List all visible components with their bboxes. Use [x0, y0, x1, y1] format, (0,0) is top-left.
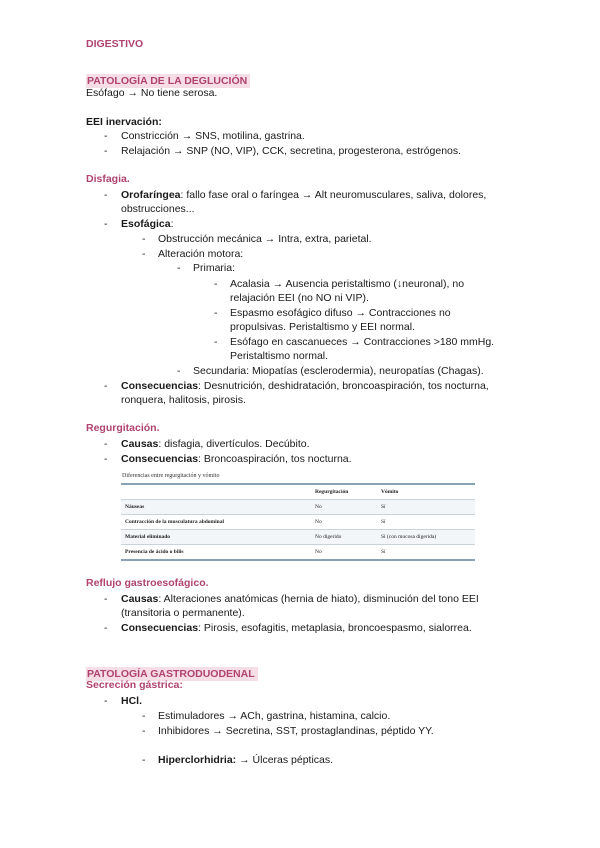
table-caption: Diferencias entre regurgitación y vómito	[122, 473, 220, 479]
orofaringea-item-cont: obstrucciones...	[121, 203, 195, 215]
document-title: DIGESTIVO	[86, 38, 144, 50]
bullet-dash: -	[104, 218, 108, 230]
table-row	[121, 500, 475, 515]
eei-heading: EEI inervación:	[86, 116, 162, 128]
cascanueces-item: Esófago en cascanueces → Contracciones >180 mmHg.	[230, 336, 495, 348]
espasmo-item-cont: propulsivas. Peristaltismo y EEI normal.	[230, 321, 415, 333]
bullet-dash: -	[177, 262, 181, 274]
bullet-dash: -	[177, 365, 181, 377]
espasmo-item: Espasmo esofágico difuso → Contracciones no	[230, 307, 451, 319]
table-row	[121, 515, 475, 530]
comparison-table	[121, 483, 475, 561]
table-cell: No digerido	[311, 530, 377, 545]
table-header-row	[121, 484, 475, 500]
acalasia-item: Acalasia → Ausencia peristaltismo (↓neuronal), no	[230, 278, 465, 290]
bullet-dash: -	[214, 307, 218, 319]
bullet-dash: -	[104, 130, 108, 142]
secundaria-item: Secundaria: Miopatías (esclerodermia), neuropatías (Chagas).	[193, 365, 484, 377]
table-row	[121, 530, 475, 545]
eei-item-constriccion: Constricción → SNS, motilina, gastrina.	[121, 130, 305, 142]
bullet-dash: -	[104, 145, 108, 157]
bullet-dash: -	[104, 380, 108, 392]
hcl-item: HCl.	[121, 695, 142, 707]
reflujo-causas-item: Causas: Alteraciones anatómicas (hernia de hiato), disminución del tono EEI	[121, 593, 479, 605]
bullet-dash: -	[142, 710, 146, 722]
orofaringea-item: Orofaríngea: fallo fase oral o faríngea → Alt neuromusculares, saliva, dolores,	[121, 189, 487, 201]
eei-item-relajacion: Relajación → SNP (NO, VIP), CCK, secretina, progesterona, estrógenos.	[121, 145, 462, 157]
regurgitacion-consecuencias-item: Consecuencias: Broncoaspiración, tos nocturna.	[121, 453, 352, 465]
esofago-line: Esófago → No tiene serosa.	[86, 87, 218, 99]
bullet-dash: -	[104, 622, 108, 634]
table-cell: No	[311, 545, 377, 561]
bullet-dash: -	[104, 695, 108, 707]
section-heading-regurgitacion: Regurgitación.	[86, 422, 160, 434]
hiperclorhidria-item: Hiperclorhidria: → Úlceras pépticas.	[158, 754, 334, 766]
table-header-cell: Regurgitación	[311, 484, 377, 500]
table-cell: Sí (con mucosa digerida)	[377, 530, 475, 545]
table-header-cell: Vómito	[377, 484, 475, 500]
table-cell: Contracción de la musculatura abdominal	[121, 515, 311, 530]
reflujo-causas-cont: (transitoria o permanente).	[121, 607, 245, 619]
alteracion-item: Alteración motora:	[158, 248, 244, 260]
section-heading-deglucion: PATOLOGÍA DE LA DEGLUCIÓN	[86, 71, 250, 89]
obstruccion-item: Obstrucción mecánica → Intra, extra, parietal.	[158, 233, 372, 245]
regurgitacion-causas-item: Causas: disfagia, divertículos. Decúbito.	[121, 438, 310, 450]
bullet-dash: -	[142, 233, 146, 245]
table-cell: Material eliminado	[121, 530, 311, 545]
bullet-dash: -	[104, 438, 108, 450]
inhibidores-item: Inhibidores → Secretina, SST, prostaglandinas, péptido YY.	[158, 725, 434, 737]
section-heading-gastroduodenal: PATOLOGÍA GASTRODUODENAL	[86, 664, 258, 682]
table-cell: No	[311, 500, 377, 515]
disfagia-consecuencias-item: Consecuencias: Desnutrición, deshidratación, broncoaspiración, tos nocturna,	[121, 380, 489, 392]
secrecion-gastrica-heading: Secreción gástrica:	[86, 679, 183, 691]
estimuladores-item: Estimuladores → ACh, gastrina, histamina, calcio.	[158, 710, 391, 722]
disfagia-consecuencias-cont: ronquera, halitosis, pirosis.	[121, 394, 246, 406]
bullet-dash: -	[104, 453, 108, 465]
table-cell: Sí	[377, 545, 475, 561]
bullet-dash: -	[142, 248, 146, 260]
section-heading-reflujo: Reflujo gastroesofágico.	[86, 577, 209, 589]
reflujo-consecuencias-item: Consecuencias: Pirosis, esofagitis, metaplasia, broncoespasmo, sialorrea.	[121, 622, 472, 634]
table-cell: Presencia de ácido o bilis	[121, 545, 311, 561]
primaria-item: Primaria:	[193, 262, 236, 274]
table-cell: Sí	[377, 515, 475, 530]
acalasia-item-cont: relajación EEI (no NO ni VIP).	[230, 292, 369, 304]
bullet-dash: -	[214, 336, 218, 348]
bullet-dash: -	[104, 189, 108, 201]
bullet-dash: -	[214, 278, 218, 290]
section-heading-disfagia: Disfagia.	[86, 173, 130, 185]
cascanueces-item-cont: Peristaltismo normal.	[230, 350, 329, 362]
table-header-cell	[121, 484, 311, 500]
table-cell: Náuseas	[121, 500, 311, 515]
bullet-dash: -	[142, 754, 146, 766]
table-row	[121, 545, 475, 561]
bullet-dash: -	[104, 593, 108, 605]
table-cell: Sí	[377, 500, 475, 515]
esofagica-item: Esofágica:	[121, 218, 174, 230]
bullet-dash: -	[142, 725, 146, 737]
table-cell: No	[311, 515, 377, 530]
